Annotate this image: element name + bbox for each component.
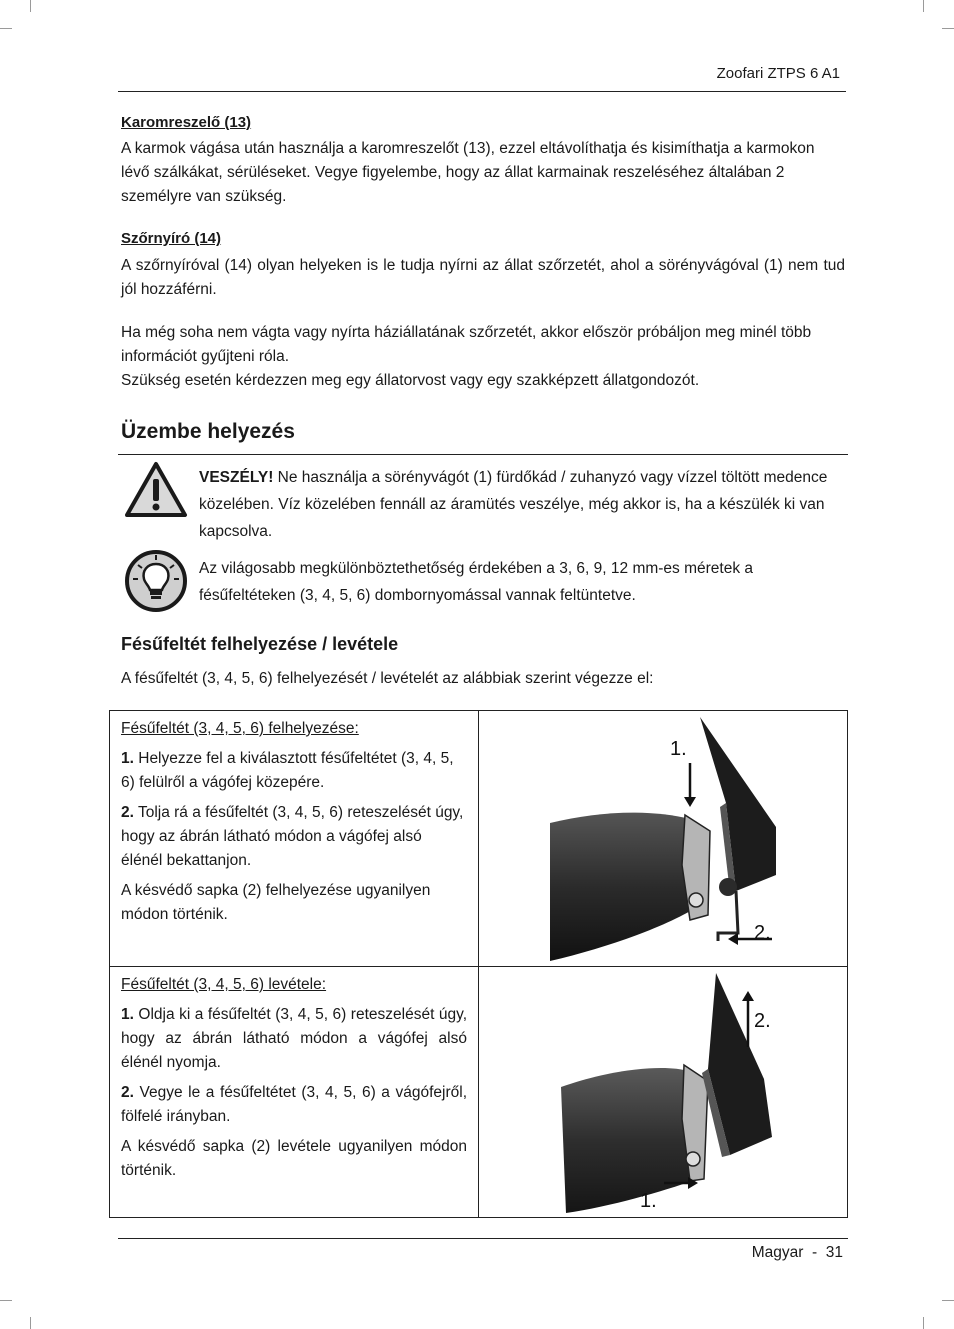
attach-step-2 — [121, 801, 467, 873]
crop-mark — [0, 1300, 12, 1301]
subheading-comb-attachment: Fésűfeltét felhelyezése / levétele — [121, 634, 399, 654]
warning-body: Ne használja a sörényvágót (1) fürdőkád / zuhanyzó vagy vízzel töltött medence közelében. Víz közelében fennáll az áramütés veszélye, még akkor is, ha a készülék ki van kapcsolva. — [199, 469, 828, 540]
crop-mark — [30, 0, 31, 12]
crop-mark — [0, 28, 12, 29]
crop-mark — [942, 28, 954, 29]
figure-label-2: 2. — [754, 922, 771, 944]
warning-text — [199, 464, 839, 545]
step-text: Tolja rá a fésűfeltét (3, 4, 5, 6) reteszelését úgy, hogy az ábrán látható módon a vágófej alsó élénél bekattanjon. — [121, 804, 464, 869]
attach-note: A késvédő sapka (2) felhelyezése ugyanilyen módon történik. — [121, 882, 431, 923]
intro-text: A fésűfeltét (3, 4, 5, 6) felhelyezését / levételét az alábbiak szerint végezze el: — [121, 670, 654, 687]
step-number: 2. — [121, 804, 134, 821]
nail-file-paragraph: A karmok vágása után használja a karomreszelőt (13), ezzel eltávolíthatja és kisimíthatja a karmokon lévő szálkákat, sérüléseket. Vegye figyelembe, hogy az állat karmainak reszeléséhez általában 2 személyre van szükség. — [121, 140, 815, 205]
remove-title: Fésűfeltét (3, 4, 5, 6) levétele: — [121, 976, 327, 993]
figure-label-1: 1. — [640, 1190, 657, 1212]
step-number: 1. — [121, 1006, 134, 1023]
crop-mark — [942, 1300, 954, 1301]
page-footer: Magyar - 31 — [751, 1244, 843, 1261]
remove-illustration — [558, 969, 838, 1215]
table-column-divider — [478, 711, 479, 1217]
advice-line-2: Szükség esetén kérdezzen meg egy állatorvost vagy egy szakképzett állatgondozót. — [121, 372, 700, 389]
step-text: Oldja ki a fésűfeltét (3, 4, 5, 6) reteszelését úgy, hogy az ábrán látható módon a vágófej alsó élénél nyomja. — [121, 1006, 467, 1071]
section-title-nail-file: Karomreszelő (13) — [121, 114, 252, 131]
procedure-table — [109, 710, 848, 1218]
attach-illustration — [550, 715, 840, 963]
crop-mark — [30, 1317, 31, 1329]
crop-mark — [923, 0, 924, 12]
remove-step-1 — [121, 1003, 467, 1075]
figure-label-2: 2. — [754, 1010, 771, 1032]
remove-step-2 — [121, 1081, 467, 1129]
step-number: 1. — [121, 750, 134, 767]
crop-mark — [923, 1317, 924, 1329]
attach-title: Fésűfeltét (3, 4, 5, 6) felhelyezése: — [121, 720, 359, 737]
advice-paragraph — [121, 321, 845, 393]
advice-line-1: Ha még soha nem vágta vagy nyírta háziállatának szőrzetét, akkor először próbáljon meg minél több információt gyűjteni róla. — [121, 324, 812, 365]
attach-step-1 — [121, 747, 467, 795]
step-text: Helyezze fel a kiválasztott fésűfeltétet (3, 4, 5, 6) felülről a vágófej közepére. — [121, 750, 454, 791]
warning-label: VESZÉLY! — [199, 469, 274, 486]
step-number: 2. — [121, 1084, 134, 1101]
remove-note: A késvédő sapka (2) levétele ugyanilyen módon történik. — [121, 1138, 467, 1179]
figure-label-1: 1. — [670, 738, 687, 760]
footer-divider — [118, 1238, 848, 1239]
table-row-divider — [110, 966, 847, 967]
tip-text: Az világosabb megkülönböztethetőség érdekében a 3, 6, 9, 12 mm-es méretek a fésűfeltéteken (3, 4, 5, 6) dombornyomással vannak feltüntetve. — [199, 560, 754, 604]
warning-triangle-icon — [124, 461, 188, 519]
page-header-title: Zoofari ZTPS 6 A1 — [716, 65, 840, 82]
section-title-trimmer: Szőrnyíró (14) — [121, 230, 222, 247]
heading-operation: Üzembe helyezés — [121, 420, 295, 443]
heading-divider — [118, 454, 848, 455]
attach-instructions — [121, 717, 467, 933]
step-text: Vegye le a fésűfeltétet (3, 4, 5, 6) a vágófejről, fölfelé irányban. — [121, 1084, 467, 1125]
remove-instructions — [121, 973, 467, 1189]
header-divider — [118, 91, 846, 92]
trimmer-paragraph: A szőrnyíróval (14) olyan helyeken is le tudja nyírni az állat szőrzetét, ahol a sörényvágóval (1) nem tud jól hozzáférni. — [121, 257, 845, 298]
lightbulb-icon — [124, 549, 188, 613]
